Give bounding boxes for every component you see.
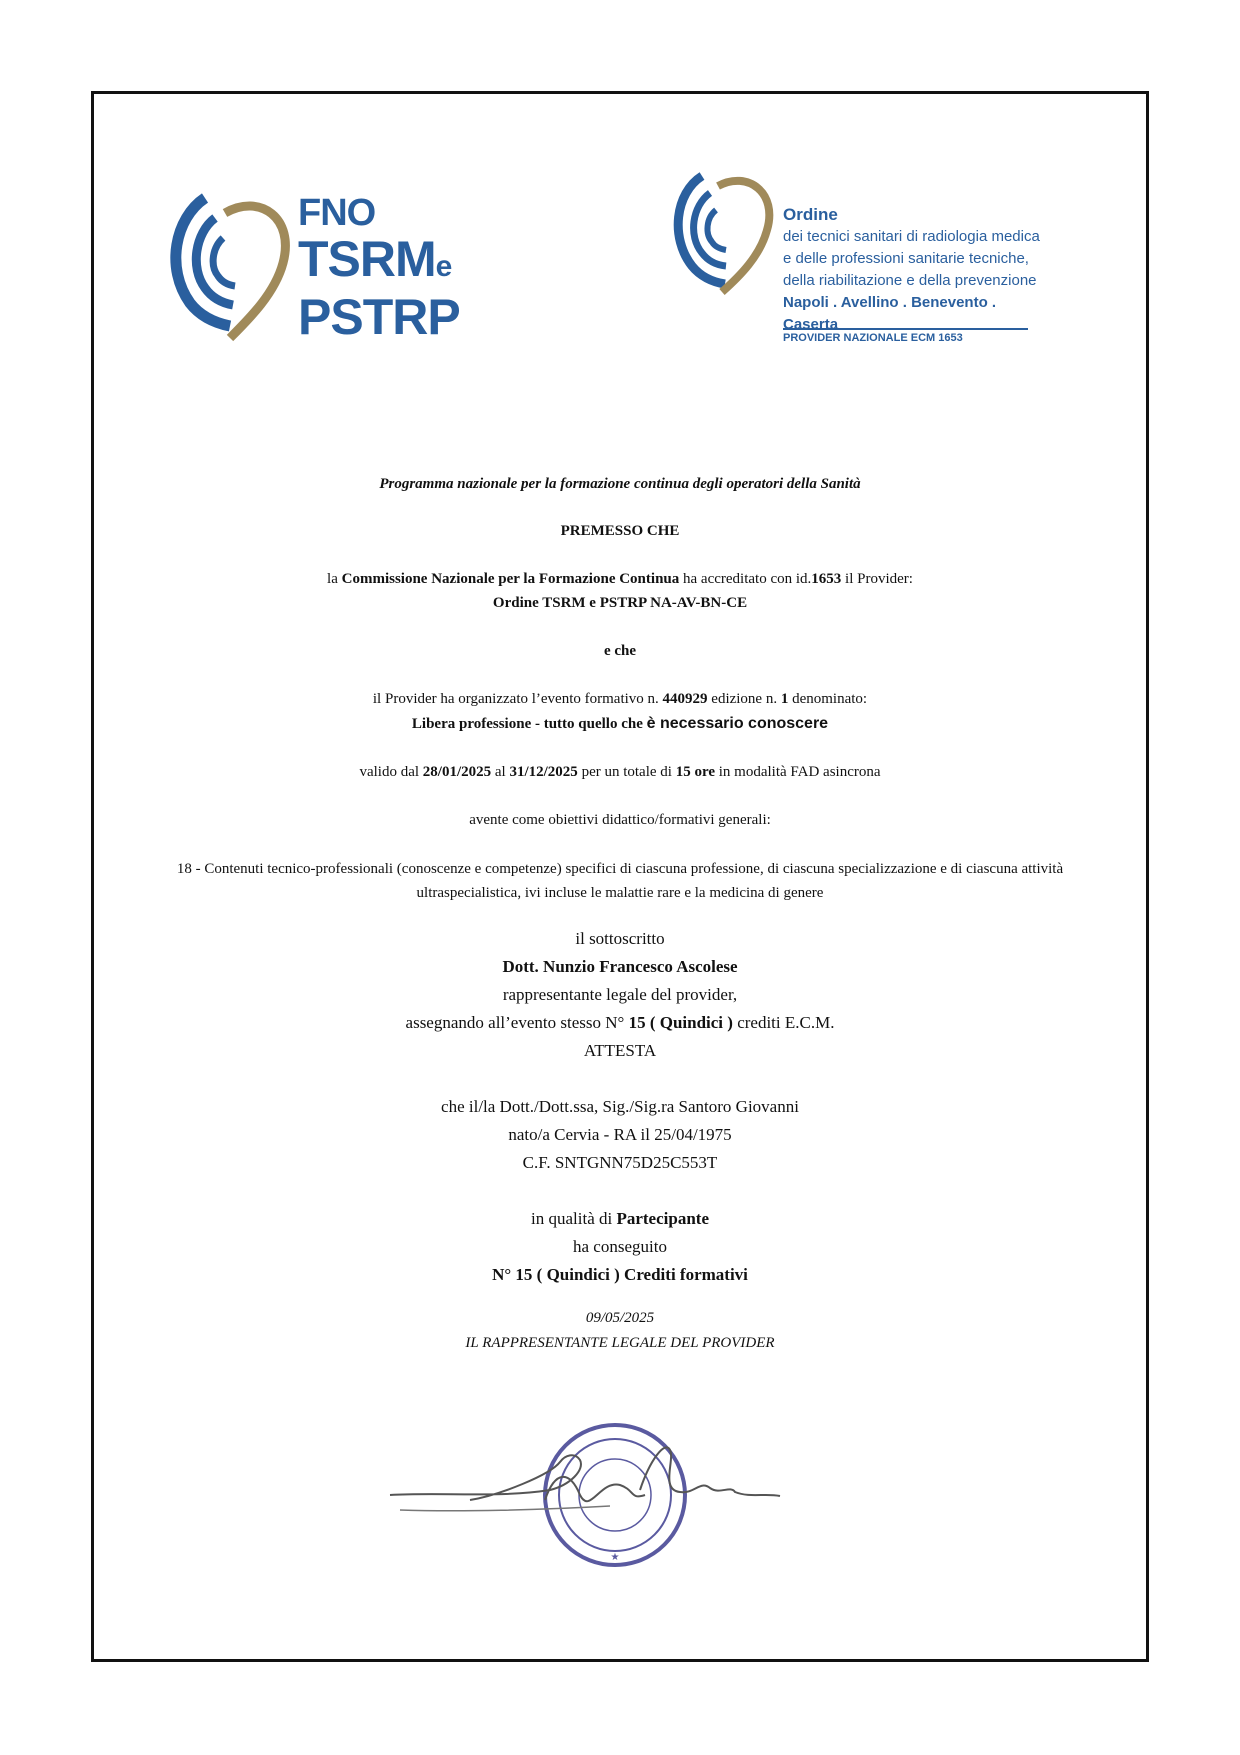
fno-emblem-icon (165, 188, 295, 348)
e-che: e che (603, 643, 637, 659)
obiettivo-line-2: ultraspecialistica, ivi incluse le malattie rare e la medicina di genere (416, 885, 824, 901)
stamp-icon (545, 1425, 685, 1565)
ordine-line-2: e delle professioni sanitarie tecniche, (783, 250, 1029, 267)
evento-title: Libera professione - tutto quello che è necessario conoscere (411, 715, 829, 732)
ordine-emblem-icon (670, 168, 780, 298)
fno-tsrm-logo (165, 188, 460, 348)
logo-e: e (435, 250, 452, 283)
signature-stamp (380, 1400, 800, 1580)
obiettivo-line-1: 18 - Contenuti tecnico-professionali (conoscenze e competenze) specifici di ciascuna professione, di ciascuna specializzazione e di ciascuna attività (176, 861, 1064, 877)
conseguito: ha conseguito (573, 1237, 667, 1256)
partecipante-name: che il/la Dott./Dott.ssa, Sig./Sig.ra Santoro Giovanni (441, 1097, 799, 1116)
ordine-line-1: dei tecnici sanitari di radiologia medica (783, 228, 1040, 245)
assegnando-line: assegnando all’evento stesso N° 15 ( Quindici ) crediti E.C.M. (405, 1013, 835, 1032)
ordine-divider (783, 328, 1028, 330)
accreditation-line: la Commissione Nazionale per la Formazione Continua ha accreditato con id.1653 il Provider: (327, 571, 913, 587)
logo-tsrm: TSRM (298, 231, 436, 287)
qualita-line: in qualità di Partecipante (531, 1209, 709, 1228)
partecipante-cf: C.F. SNTGNN75D25C553T (522, 1153, 718, 1172)
crediti-finali: N° 15 ( Quindici ) Crediti formativi (492, 1265, 748, 1284)
ordine-provider: PROVIDER NAZIONALE ECM 1653 (783, 332, 963, 344)
logo-fno: FNO (298, 192, 376, 234)
ordine-title: Ordine (783, 205, 838, 224)
data-rilascio: 09/05/2025 (585, 1310, 655, 1326)
attesta: ATTESTA (583, 1041, 657, 1060)
ordine-line-3: della riabilitazione e della prevenzione (783, 272, 1037, 289)
firma-label: IL RAPPRESENTANTE LEGALE DEL PROVIDER (465, 1335, 775, 1351)
programma-heading: Programma nazionale per la formazione continua degli operatori della Sanità (379, 476, 861, 492)
sottoscritto: il sottoscritto (575, 929, 665, 948)
obiettivi-label: avente come obiettivi didattico/formativi generali: (469, 812, 771, 828)
rappresentante: rappresentante legale del provider, (502, 985, 738, 1004)
firmatario-name: Dott. Nunzio Francesco Ascolese (502, 957, 738, 976)
premesso-heading: PREMESSO CHE (560, 523, 680, 539)
evento-line: il Provider ha organizzato l’evento formativo n. 440929 edizione n. 1 denominato: (372, 691, 868, 707)
signature-icon (390, 1447, 780, 1510)
ordine-logo (670, 168, 1040, 348)
ordine-cities: Napoli . Avellino . Benevento . Caserta (783, 294, 997, 333)
svg-text:★: ★ (610, 1552, 620, 1563)
partecipante-birth: nato/a Cervia - RA il 25/04/1975 (508, 1125, 732, 1144)
provider-name: Ordine TSRM e PSTRP NA-AV-BN-CE (492, 595, 748, 611)
logo-pstrp: PSTRP (298, 289, 460, 345)
validita-line: valido dal 28/01/2025 al 31/12/2025 per un totale di 15 ore in modalità FAD asincrona (359, 764, 881, 780)
